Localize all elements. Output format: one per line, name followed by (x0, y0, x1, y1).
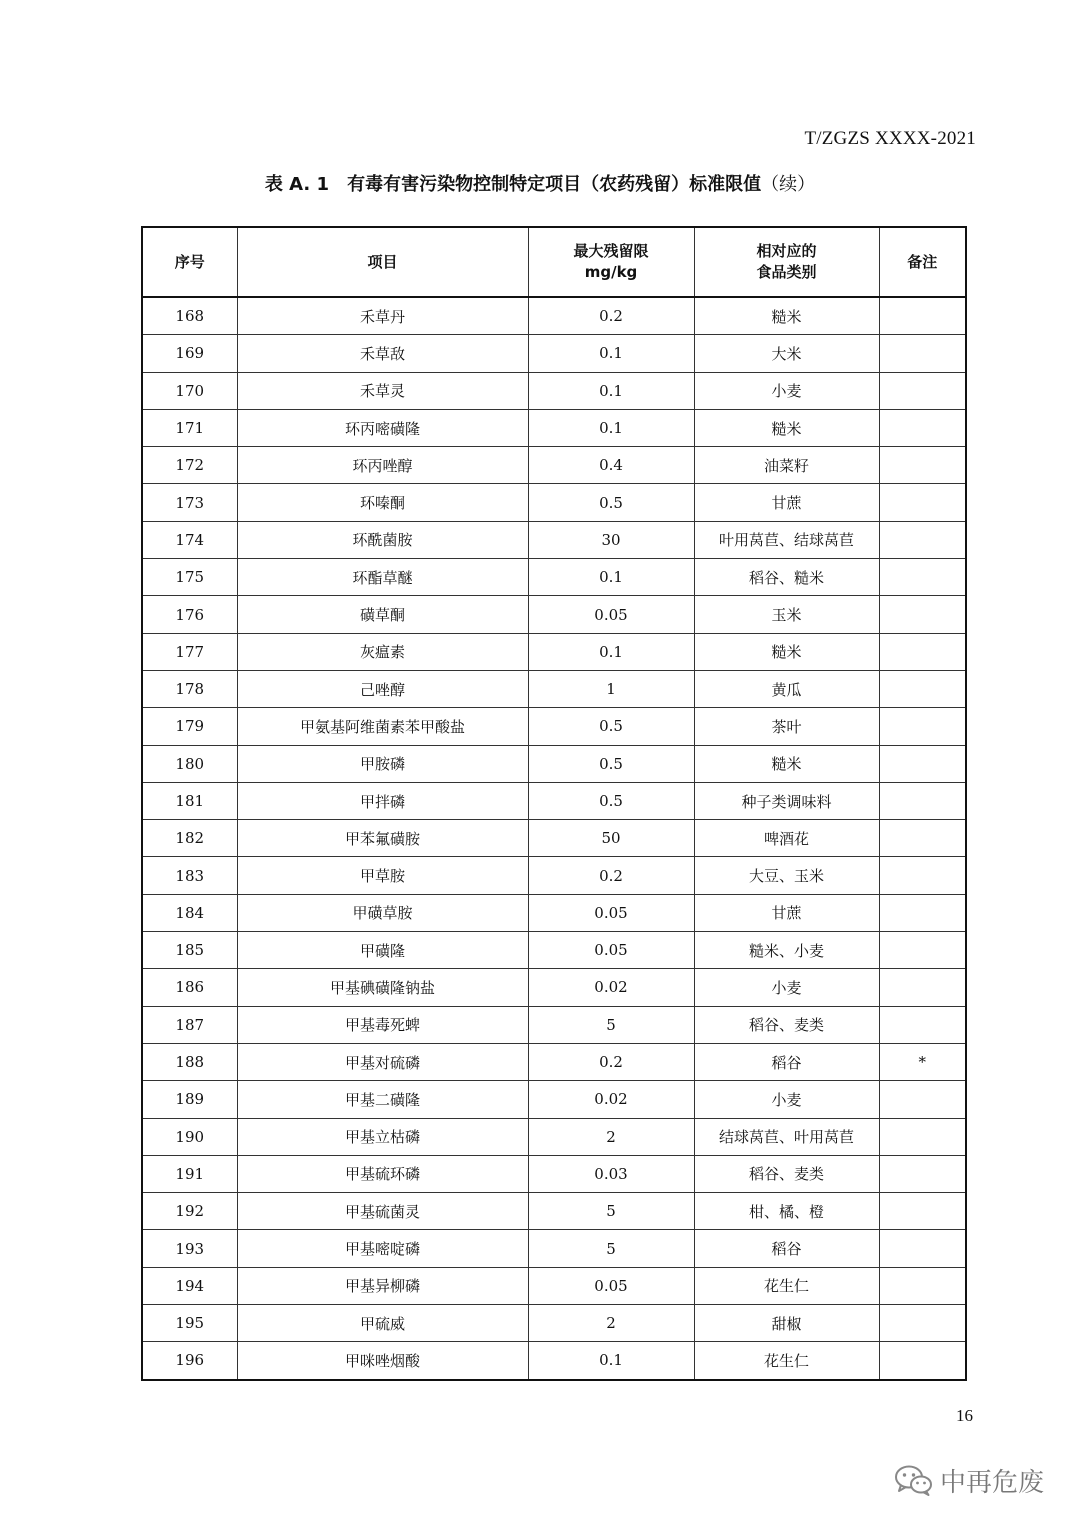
cell-no: 170 (142, 372, 237, 409)
cell-no: 175 (142, 559, 237, 596)
cell-item: 甲咪唑烟酸 (237, 1342, 528, 1380)
pesticide-limits-table (141, 226, 967, 1381)
cell-item: 甲苯氟磺胺 (237, 820, 528, 857)
table-row (142, 745, 966, 782)
cell-limit: 0.2 (528, 857, 694, 894)
cell-item: 甲基立枯磷 (237, 1118, 528, 1155)
table-title (0, 170, 1080, 196)
cell-limit: 5 (528, 1006, 694, 1043)
cell-limit: 50 (528, 820, 694, 857)
column-header-food-line2: 食品类别 (756, 263, 817, 281)
cell-food: 黄瓜 (694, 670, 879, 707)
cell-food: 种子类调味料 (694, 782, 879, 819)
table-row (142, 447, 966, 484)
cell-item: 环嗪酮 (237, 484, 528, 521)
table-row (142, 820, 966, 857)
cell-food: 叶用莴苣、结球莴苣 (694, 521, 879, 558)
cell-no: 183 (142, 857, 237, 894)
column-header-food (694, 227, 879, 297)
cell-remark (879, 1305, 966, 1342)
cell-remark (879, 1267, 966, 1304)
cell-food: 稻谷、糙米 (694, 559, 879, 596)
cell-food: 花生仁 (694, 1342, 879, 1380)
cell-limit: 0.05 (528, 1267, 694, 1304)
cell-limit: 0.1 (528, 335, 694, 372)
cell-limit: 0.05 (528, 932, 694, 969)
cell-food: 稻谷、麦类 (694, 1155, 879, 1192)
cell-remark (879, 521, 966, 558)
cell-no: 168 (142, 297, 237, 335)
cell-item: 甲氨基阿维菌素苯甲酸盐 (237, 708, 528, 745)
cell-food: 茶叶 (694, 708, 879, 745)
cell-food: 甘蔗 (694, 894, 879, 931)
table-body (142, 297, 966, 1380)
column-header-limit-line1: 最大残留限 (573, 242, 649, 260)
cell-item: 甲基硫环磷 (237, 1155, 528, 1192)
cell-no: 172 (142, 447, 237, 484)
cell-item: 环丙唑醇 (237, 447, 528, 484)
cell-food: 糙米 (694, 633, 879, 670)
cell-no: 190 (142, 1118, 237, 1155)
cell-food: 大豆、玉米 (694, 857, 879, 894)
cell-limit: 0.05 (528, 894, 694, 931)
cell-item: 甲基二磺隆 (237, 1081, 528, 1118)
cell-remark (879, 782, 966, 819)
table-row (142, 932, 966, 969)
cell-limit: 0.1 (528, 633, 694, 670)
cell-limit: 0.02 (528, 969, 694, 1006)
cell-limit: 2 (528, 1305, 694, 1342)
cell-remark (879, 1006, 966, 1043)
cell-item: 己唑醇 (237, 670, 528, 707)
cell-limit: 2 (528, 1118, 694, 1155)
cell-item: 甲胺磷 (237, 745, 528, 782)
cell-no: 188 (142, 1043, 237, 1080)
cell-no: 173 (142, 484, 237, 521)
cell-food: 小麦 (694, 969, 879, 1006)
cell-no: 187 (142, 1006, 237, 1043)
page-number: 16 (956, 1406, 973, 1425)
watermark (894, 1462, 1044, 1499)
cell-food: 大米 (694, 335, 879, 372)
cell-remark (879, 372, 966, 409)
cell-remark (879, 1193, 966, 1230)
cell-remark (879, 633, 966, 670)
cell-remark (879, 484, 966, 521)
cell-limit: 0.1 (528, 372, 694, 409)
cell-item: 甲基嘧啶磷 (237, 1230, 528, 1267)
cell-no: 181 (142, 782, 237, 819)
table-title-suffix: （续） (761, 174, 816, 195)
cell-limit: 0.03 (528, 1155, 694, 1192)
table-row (142, 1118, 966, 1155)
cell-limit: 1 (528, 670, 694, 707)
cell-item: 甲硫威 (237, 1305, 528, 1342)
cell-no: 171 (142, 409, 237, 446)
cell-no: 195 (142, 1305, 237, 1342)
table-row (142, 670, 966, 707)
table-row (142, 782, 966, 819)
table-row (142, 559, 966, 596)
table-row (142, 969, 966, 1006)
cell-food: 糙米 (694, 745, 879, 782)
cell-limit: 0.2 (528, 297, 694, 335)
cell-item: 禾草敌 (237, 335, 528, 372)
cell-item: 甲基异柳磷 (237, 1267, 528, 1304)
table-row (142, 1006, 966, 1043)
column-header-item: 项目 (237, 227, 528, 297)
cell-remark (879, 857, 966, 894)
cell-remark (879, 820, 966, 857)
cell-food: 玉米 (694, 596, 879, 633)
cell-item: 甲磺隆 (237, 932, 528, 969)
cell-food: 糙米、小麦 (694, 932, 879, 969)
cell-item: 甲磺草胺 (237, 894, 528, 931)
cell-limit: 0.02 (528, 1081, 694, 1118)
cell-remark (879, 708, 966, 745)
column-header-food-line1: 相对应的 (756, 242, 817, 260)
table-row (142, 1342, 966, 1380)
cell-limit: 0.2 (528, 1043, 694, 1080)
cell-limit: 0.1 (528, 409, 694, 446)
cell-no: 179 (142, 708, 237, 745)
cell-remark (879, 1342, 966, 1380)
watermark-text: 中再危废 (939, 1468, 1044, 1498)
cell-remark (879, 335, 966, 372)
cell-limit: 0.1 (528, 1342, 694, 1380)
table-title-text: 有毒有害污染物控制特定项目（农药残留）标准限值 (347, 174, 762, 195)
column-header-no: 序号 (142, 227, 237, 297)
cell-item: 甲草胺 (237, 857, 528, 894)
cell-no: 185 (142, 932, 237, 969)
cell-no: 193 (142, 1230, 237, 1267)
cell-food: 花生仁 (694, 1267, 879, 1304)
cell-remark (879, 1118, 966, 1155)
cell-item: 环丙嘧磺隆 (237, 409, 528, 446)
cell-limit: 5 (528, 1193, 694, 1230)
document-code: T/ZGZS XXXX-2021 (804, 128, 976, 149)
cell-item: 灰瘟素 (237, 633, 528, 670)
cell-no: 191 (142, 1155, 237, 1192)
table-row (142, 1230, 966, 1267)
table-row (142, 1155, 966, 1192)
cell-food: 小麦 (694, 372, 879, 409)
cell-food: 油菜籽 (694, 447, 879, 484)
cell-remark (879, 969, 966, 1006)
cell-remark (879, 670, 966, 707)
table-row (142, 1193, 966, 1230)
table-row (142, 297, 966, 335)
cell-no: 177 (142, 633, 237, 670)
cell-limit: 30 (528, 521, 694, 558)
table-row (142, 521, 966, 558)
cell-food: 稻谷 (694, 1043, 879, 1080)
cell-limit: 0.4 (528, 447, 694, 484)
table-title-label: 表 A. 1 (264, 174, 330, 195)
cell-item: 环酰菌胺 (237, 521, 528, 558)
cell-item: 环酯草醚 (237, 559, 528, 596)
table-row (142, 894, 966, 931)
cell-remark (879, 932, 966, 969)
cell-food: 稻谷、麦类 (694, 1006, 879, 1043)
cell-remark (879, 409, 966, 446)
cell-food: 啤酒花 (694, 820, 879, 857)
cell-remark: * (879, 1043, 966, 1080)
cell-remark (879, 1230, 966, 1267)
cell-remark (879, 447, 966, 484)
cell-item: 甲拌磷 (237, 782, 528, 819)
cell-food: 稻谷 (694, 1230, 879, 1267)
cell-remark (879, 894, 966, 931)
cell-limit: 5 (528, 1230, 694, 1267)
cell-remark (879, 596, 966, 633)
table-row (142, 335, 966, 372)
cell-limit: 0.5 (528, 484, 694, 521)
cell-remark (879, 559, 966, 596)
cell-no: 180 (142, 745, 237, 782)
cell-no: 169 (142, 335, 237, 372)
cell-no: 184 (142, 894, 237, 931)
cell-item: 甲基对硫磷 (237, 1043, 528, 1080)
column-header-limit (528, 227, 694, 297)
column-header-remark: 备注 (879, 227, 966, 297)
cell-item: 禾草丹 (237, 297, 528, 335)
cell-remark (879, 1155, 966, 1192)
column-header-limit-unit: mg/kg (584, 263, 638, 281)
cell-food: 结球莴苣、叶用莴苣 (694, 1118, 879, 1155)
cell-item: 甲基毒死蜱 (237, 1006, 528, 1043)
cell-food: 甘蔗 (694, 484, 879, 521)
cell-item: 禾草灵 (237, 372, 528, 409)
cell-food: 小麦 (694, 1081, 879, 1118)
cell-food: 柑、橘、橙 (694, 1193, 879, 1230)
table-row (142, 633, 966, 670)
cell-no: 196 (142, 1342, 237, 1380)
cell-limit: 0.5 (528, 708, 694, 745)
cell-no: 178 (142, 670, 237, 707)
cell-item: 甲基碘磺隆钠盐 (237, 969, 528, 1006)
cell-food: 甜椒 (694, 1305, 879, 1342)
cell-no: 176 (142, 596, 237, 633)
cell-food: 糙米 (694, 297, 879, 335)
cell-no: 192 (142, 1193, 237, 1230)
cell-no: 186 (142, 969, 237, 1006)
cell-no: 194 (142, 1267, 237, 1304)
wechat-icon (894, 1464, 934, 1498)
cell-remark (879, 745, 966, 782)
table-row (142, 372, 966, 409)
table-row (142, 1305, 966, 1342)
cell-limit: 0.5 (528, 745, 694, 782)
cell-remark (879, 1081, 966, 1118)
cell-limit: 0.1 (528, 559, 694, 596)
cell-no: 182 (142, 820, 237, 857)
table-row (142, 857, 966, 894)
table-row (142, 484, 966, 521)
table-row (142, 1081, 966, 1118)
cell-item: 甲基硫菌灵 (237, 1193, 528, 1230)
cell-remark (879, 297, 966, 335)
table-row (142, 1043, 966, 1080)
cell-item: 磺草酮 (237, 596, 528, 633)
table-row (142, 596, 966, 633)
cell-no: 189 (142, 1081, 237, 1118)
cell-food: 糙米 (694, 409, 879, 446)
cell-no: 174 (142, 521, 237, 558)
table-row (142, 1267, 966, 1304)
cell-limit: 0.5 (528, 782, 694, 819)
table-header-row (142, 227, 966, 297)
table-row (142, 708, 966, 745)
table-row (142, 409, 966, 446)
cell-limit: 0.05 (528, 596, 694, 633)
